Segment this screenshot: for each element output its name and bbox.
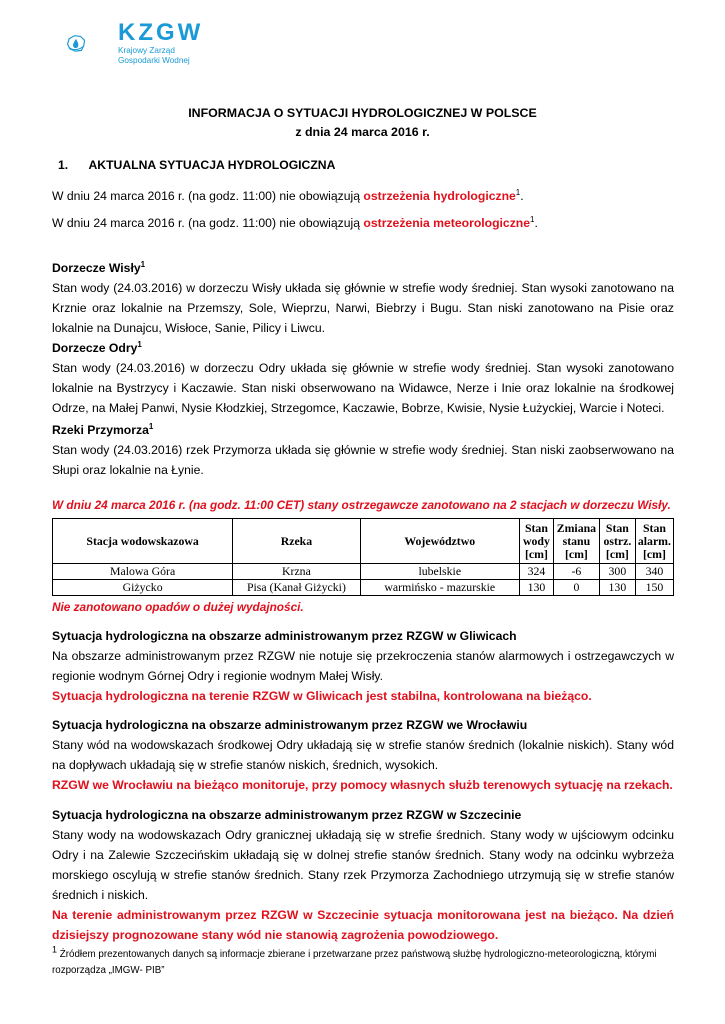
table-cell: -6: [553, 564, 599, 580]
kzgw-logo-text: [118, 20, 203, 66]
table-cell: 0: [553, 580, 599, 596]
page-title: INFORMACJA O SYTUACJI HYDROLOGICZNEJ W POLSCE: [188, 106, 537, 120]
table-cell: 130: [599, 580, 635, 596]
hydro-warning-statement: [52, 186, 674, 206]
basin-text: Stan wody (24.03.2016) rzek Przymorza układa się głównie w strefie wody średniej. Stan niski zaobserwowano na Słupi oraz lokalnie na Łynie.: [52, 443, 674, 477]
rzgw-gliwice: [52, 626, 674, 706]
rzgw-text: Na obszarze administrowanym przez RZGW nie notuje się przekroczenia stanów alarmowych i ostrzegawczych w regionie wodnym Górnej Odry i regionie wodnym Małej Wisły.: [52, 649, 674, 683]
logo-line1: Krajowy Zarząd: [118, 46, 175, 55]
meteo-post: .: [534, 216, 538, 230]
table-header-row: [53, 519, 674, 564]
basin-vistula: [52, 258, 674, 338]
footnote-ref: 1: [140, 259, 146, 269]
basin-text: Stan wody (24.03.2016) w dorzeczu Odry układa się głównie w strefie wody średniej. Stan wysoki zanotowano lokalnie na Bystrzycy i Kaczawie. Stan niski obserwowano na Widawce, Nerze i Inie oraz lokalnie na środkowej Odrze, na Małej Panwi, Nysie Kłodzkiej, Strzegomce, Kaczawie, Bobrze, Kwisie, Nysie Łużyckiej, Warcie i Noteci.: [52, 361, 674, 415]
basin-title: Dorzecze Odry: [52, 341, 138, 355]
basin-przymorze: [52, 420, 674, 480]
rzgw-text: Stany wody na wodowskazach Odry granicznej układają się w strefie średnich. Stany wody w ujściowym odcinku Odry i na Zalewie Szczecińskim układają się w dolnej strefie stanów średnich. Stany wody na odcinku wybrzeża morskiego oscylują w strefie stanów średnich. Stany rzek Przymorza Zachodniego utrzymują się w strefie stanów średnich i niskich.: [52, 828, 674, 902]
logo-line2: Gospodarki Wodnej: [118, 56, 190, 65]
rzgw-szczecin: [52, 805, 674, 945]
page-subtitle: z dnia 24 marca 2016 r.: [295, 125, 430, 139]
hydro-text: W dniu 24 marca 2016 r. (na godz. 11:00) nie obowiązują: [52, 189, 364, 203]
table-row: [53, 580, 674, 596]
table-cell: lubelskie: [360, 564, 519, 580]
table-cell: 340: [635, 564, 673, 580]
meteo-text: W dniu 24 marca 2016 r. (na godz. 11:00) nie obowiązują: [52, 216, 364, 230]
footnote: [52, 944, 674, 979]
rzgw-note: RZGW we Wrocławiu na bieżąco monitoruje, przy pomocy własnych służb terenowych sytuację na rzekach.: [52, 778, 673, 792]
rzgw-title: Sytuacja hydrologiczna na obszarze administrowanym przez RZGW w Szczecinie: [52, 808, 522, 822]
gauge-stations-table: [52, 518, 674, 596]
section-number: 1.: [58, 158, 69, 172]
basin-odra: [52, 338, 674, 418]
table-cell: 324: [519, 564, 553, 580]
col-header: Stan ostrz. [cm]: [599, 519, 635, 564]
col-header: Stan wody [cm]: [519, 519, 553, 564]
rzgw-text: Stany wód na wodowskazach środkowej Odry układają się w strefie stanów średnich (lokalnie niskich). Stany wód na dopływach układają się w strefie stanów niskich, średnich, wysokich.: [52, 738, 674, 772]
rzgw-title: Sytuacja hydrologiczna na obszarze administrowanym przez RZGW we Wrocławiu: [52, 718, 528, 732]
basin-title: Rzeki Przymorza: [52, 423, 149, 437]
footnote-ref: 1: [515, 187, 521, 197]
col-header: Zmiana stanu [cm]: [553, 519, 599, 564]
warning-line: W dniu 24 marca 2016 r. (na godz. 11:00 CET) stany ostrzegawcze zanotowano na 2 stacjach w dorzeczu Wisły.: [52, 498, 671, 512]
hydro-post: .: [520, 189, 524, 203]
col-header: Stan alarm. [cm]: [635, 519, 673, 564]
kzgw-logo-emblem: [66, 20, 120, 68]
footnote-text: Źródłem prezentowanych danych są informacje zbierane i przetwarzane przez państwową służbę hydrologiczno-meteorologiczną, którymi rozporządza „IMGW- PIB”: [52, 949, 657, 976]
table-cell: 130: [519, 580, 553, 596]
table-cell: Krzna: [233, 564, 360, 580]
hydro-highlight: ostrzeżenia hydrologiczne: [363, 189, 516, 203]
table-cell: Giżycko: [53, 580, 233, 596]
rzgw-note: Na terenie administrowanym przez RZGW w Szczecinie sytuacja monitorowana jest na bieżąco. Na dzień dzisiejszy prognozowane stany wód nie stanowią zagrożenia powodziowego.: [52, 908, 674, 942]
basin-title: Dorzecze Wisły: [52, 261, 141, 275]
col-header: Województwo: [360, 519, 519, 564]
footnote-marker: 1: [52, 944, 58, 955]
table-cell: warmińsko - mazurskie: [360, 580, 519, 596]
footnote-ref: 1: [530, 214, 535, 224]
table-cell: Malowa Góra: [53, 564, 233, 580]
table-cell: 150: [635, 580, 673, 596]
table-cell: Pisa (Kanał Giżycki): [233, 580, 360, 596]
meteo-warning-statement: [52, 213, 674, 233]
col-header: Rzeka: [233, 519, 360, 564]
no-rain-note: Nie zanotowano opadów o dużej wydajności.: [52, 600, 304, 614]
table-cell: 300: [599, 564, 635, 580]
col-header: Stacja wodowskazowa: [53, 519, 233, 564]
rzgw-note: Sytuacja hydrologiczna na terenie RZGW w Gliwicach jest stabilna, kontrolowana na bieżąco.: [52, 689, 592, 703]
logo-name: KZGW: [118, 19, 204, 46]
footnote-ref: 1: [148, 421, 154, 431]
meteo-highlight: ostrzeżenia meteorologiczne: [363, 216, 531, 230]
rzgw-title: Sytuacja hydrologiczna na obszarze administrowanym przez RZGW w Gliwicach: [52, 629, 517, 643]
section-title: AKTUALNA SYTUACJA HYDROLOGICZNA: [88, 158, 336, 172]
footnote-ref: 1: [137, 339, 142, 349]
section-heading: [58, 155, 680, 175]
basin-text: Stan wody (24.03.2016) w dorzeczu Wisły układa się głównie w strefie wody średniej. Stan wysoki zanotowano na Krznie oraz lokalnie na Przemszy, Sole, Wieprzu, Narwi, Biebrzy i Bugu. Stan niski zanotowano na Pisie oraz lokalnie na Dunajcu, Wisłoce, Sanie, Pilicy i Liwcu.: [52, 281, 674, 335]
rzgw-wroclaw: [52, 715, 674, 795]
table-row: [53, 564, 674, 580]
